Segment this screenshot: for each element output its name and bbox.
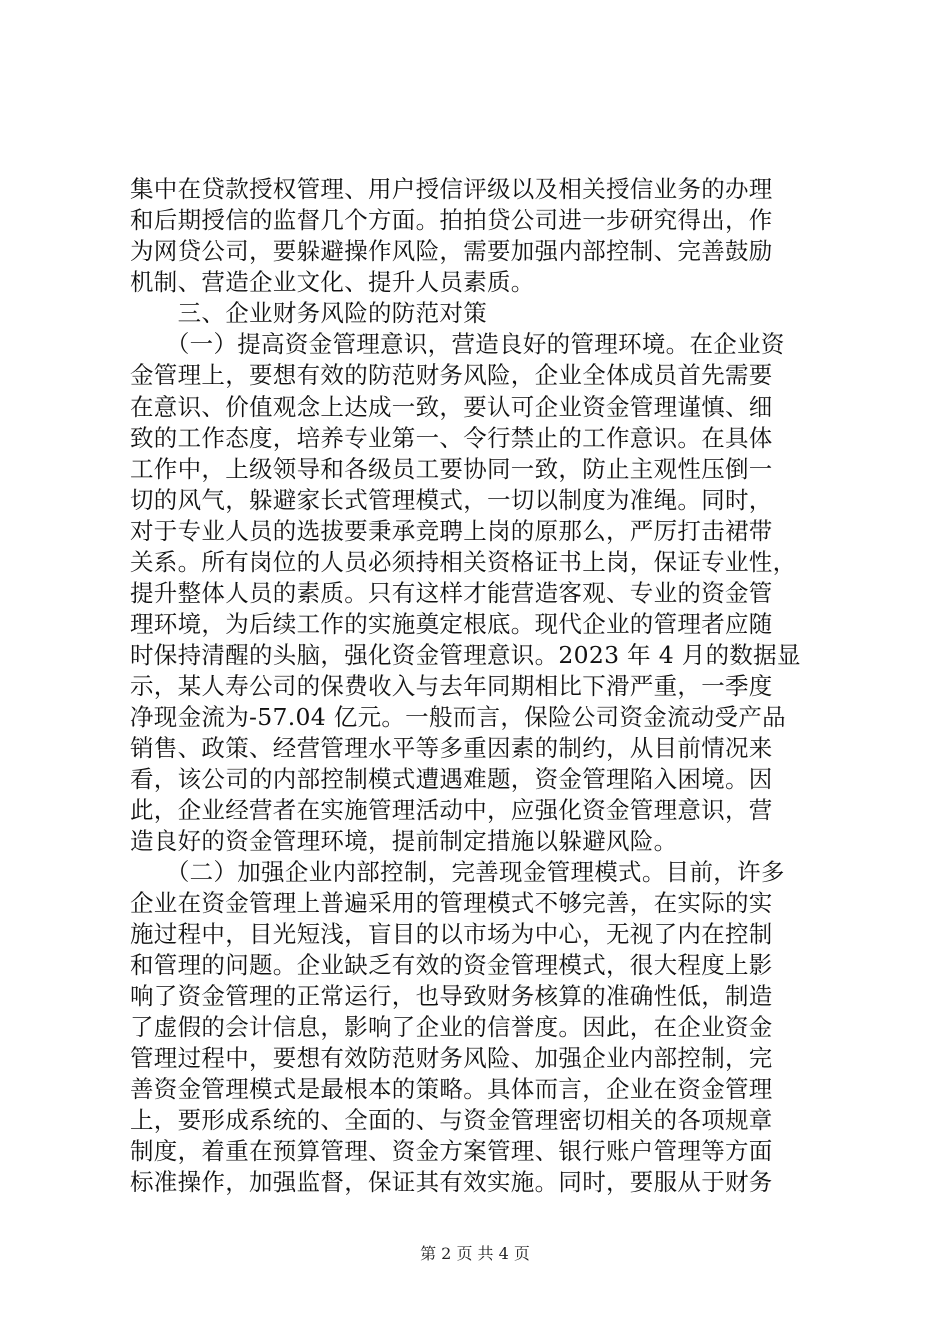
body-text-line: 善资金管理模式是最根本的策略。具体而言，企业在资金管理 — [130, 1075, 773, 1103]
body-text-line: 致的工作态度，培养专业第一、令行禁止的工作意识。在具体 — [130, 424, 773, 452]
body-text-line: 造良好的资金管理环境，提前制定措施以躲避风险。 — [130, 827, 678, 855]
body-text-line: 金管理上，要想有效的防范财务风险，企业全体成员首先需要 — [130, 361, 773, 389]
section-heading: 三、企业财务风险的防范对策 — [130, 299, 487, 327]
body-text-line: 企业在资金管理上普遍采用的管理模式不够完善，在实际的实 — [130, 889, 773, 917]
body-text-line: 时保持清醒的头脑，强化资金管理意识。2023 年 4 月的数据显 — [130, 641, 801, 669]
body-text-line: 了虚假的会计信息，影响了企业的信誉度。因此，在企业资金 — [130, 1013, 773, 1041]
body-text-line: 制度，着重在预算管理、资金方案管理、银行账户管理等方面 — [130, 1137, 773, 1165]
body-text-line: 工作中，上级领导和各级员工要协同一致，防止主观性压倒一 — [130, 455, 773, 483]
body-text-line: （一）提高资金管理意识，营造良好的管理环境。在企业资 — [130, 330, 785, 358]
body-text-line: 施过程中，目光短浅，盲目的以市场为中心，无视了内在控制 — [130, 920, 773, 948]
body-text-line: 此，企业经营者在实施管理活动中，应强化资金管理意识，营 — [130, 796, 773, 824]
body-text-line: 销售、政策、经营管理水平等多重因素的制约，从目前情况来 — [130, 734, 773, 762]
body-text-line: （二）加强企业内部控制，完善现金管理模式。目前，许多 — [130, 858, 785, 886]
body-text-line: 示，某人寿公司的保费收入与去年同期相比下滑严重，一季度 — [130, 672, 773, 700]
body-text-line: 在意识、价值观念上达成一致，要认可企业资金管理谨慎、细 — [130, 393, 773, 421]
body-text-line: 管理过程中，要想有效防范财务风险、加强企业内部控制，完 — [130, 1044, 773, 1072]
body-text-line: 上，要形成系统的、全面的、与资金管理密切相关的各项规章 — [130, 1106, 773, 1134]
body-text-line: 对于专业人员的选拔要秉承竞聘上岗的原那么，严厉打击裙带 — [130, 517, 773, 545]
body-text-line: 响了资金管理的正常运行，也导致财务核算的准确性低，制造 — [130, 982, 773, 1010]
body-text-line: 机制、营造企业文化、提升人员素质。 — [130, 268, 535, 296]
body-text-line: 关系。所有岗位的人员必须持相关资格证书上岗，保证专业性， — [130, 548, 797, 576]
body-text-line: 看，该公司的内部控制模式遭遇难题，资金管理陷入困境。因 — [130, 765, 773, 793]
body-text-line: 和管理的问题。企业缺乏有效的资金管理模式，很大程度上影 — [130, 951, 773, 979]
body-text-line: 集中在贷款授权管理、用户授信评级以及相关授信业务的办理 — [130, 175, 773, 203]
body-text-line: 提升整体人员的素质。只有这样才能营造客观、专业的资金管 — [130, 579, 773, 607]
body-text-line: 净现金流为-57.04 亿元。一般而言，保险公司资金流动受产品 — [130, 703, 786, 731]
page-number-footer: 第 2 页 共 4 页 — [420, 1244, 530, 1263]
body-text-line: 切的风气，躲避家长式管理模式，一切以制度为准绳。同时， — [130, 486, 773, 514]
body-text-line: 和后期授信的监督几个方面。拍拍贷公司进一步研究得出，作 — [130, 206, 773, 234]
body-text-line: 为网贷公司，要躲避操作风险，需要加强内部控制、完善鼓励 — [130, 237, 773, 265]
body-text-line: 理环境，为后续工作的实施奠定根底。现代企业的管理者应随 — [130, 610, 773, 638]
body-text-line: 标准操作，加强监督，保证其有效实施。同时，要服从于财务 — [130, 1168, 773, 1196]
